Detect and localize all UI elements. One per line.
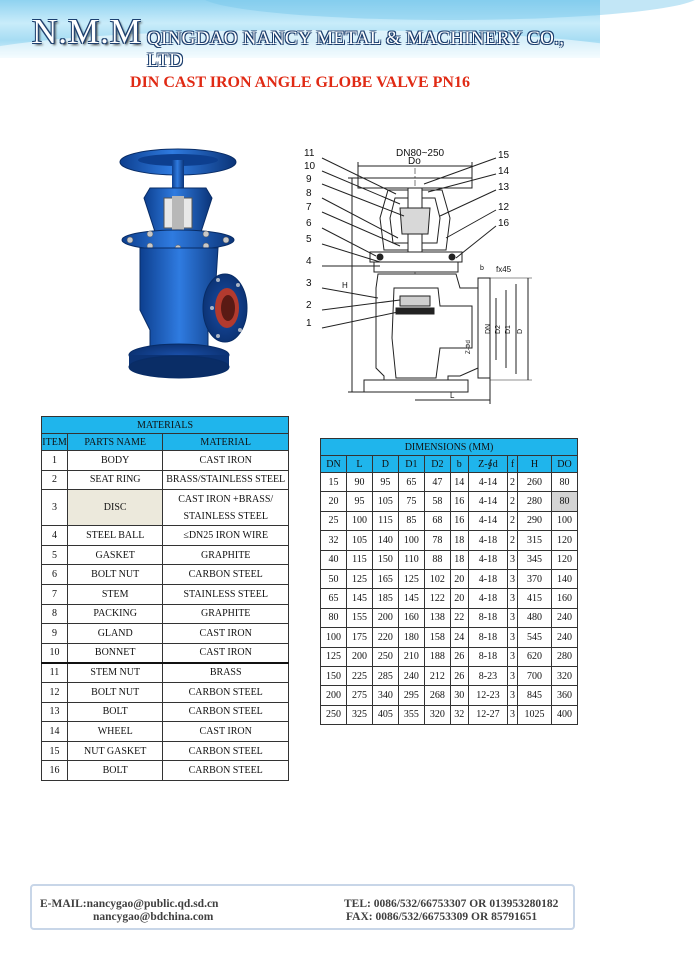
table-row [42, 451, 289, 471]
table-cell: 12 [42, 682, 68, 702]
table-cell: D2 [424, 456, 450, 473]
table-cell: 150 [372, 550, 398, 569]
table-cell: 155 [346, 608, 372, 627]
table-cell: CARBON STEEL [163, 741, 289, 761]
table-cell: 58 [424, 492, 450, 511]
table-cell: 220 [372, 628, 398, 647]
table-cell: 40 [321, 550, 347, 569]
part-callout: 15 [498, 150, 510, 161]
table-row [321, 628, 578, 647]
table-cell: 4-14 [468, 492, 508, 511]
part-callout: 12 [498, 202, 510, 213]
table-row [321, 705, 578, 724]
brand-logo-text: N.M.M [32, 12, 143, 51]
table-row [321, 492, 578, 511]
table-cell: 3 [508, 550, 518, 569]
table-cell: 4-18 [468, 589, 508, 608]
table-row [321, 473, 578, 492]
table-cell: 102 [424, 569, 450, 588]
drawing-h-label: H [342, 281, 348, 290]
table-row [321, 589, 578, 608]
table-cell: 2 [508, 492, 518, 511]
dimensions-table [320, 438, 578, 725]
table-cell: 355 [398, 705, 424, 724]
drawing-d1-label: D1 [505, 325, 512, 334]
table-cell: CARBON STEEL [163, 702, 289, 722]
table-cell: 80 [321, 608, 347, 627]
table-cell: 275 [346, 686, 372, 705]
table-cell: 188 [424, 647, 450, 666]
drawing-l-label: L [450, 391, 455, 400]
table-cell: 2 [508, 531, 518, 550]
table-cell: 210 [398, 647, 424, 666]
table-cell: 250 [321, 705, 347, 724]
table-cell: 2 [508, 473, 518, 492]
table-row [42, 545, 289, 565]
table-cell: CAST IRON [163, 643, 289, 663]
table-cell: 1 [42, 451, 68, 471]
table-cell: 4-18 [468, 550, 508, 569]
drawing-zd-label: Z-Φd [466, 340, 472, 354]
table-cell: NUT GASKET [67, 741, 162, 761]
table-row [42, 702, 289, 722]
table-cell: b [450, 456, 468, 473]
table-cell: 280 [517, 492, 551, 511]
table-cell: 80 [552, 492, 578, 511]
table-cell: 110 [398, 550, 424, 569]
table-cell: 88 [424, 550, 450, 569]
table-cell: 20 [450, 569, 468, 588]
table-cell: 12-27 [468, 705, 508, 724]
table-cell: 32 [450, 705, 468, 724]
table-cell: BOLT NUT [67, 682, 162, 702]
drawing-d-label: D [517, 328, 524, 334]
valve-photo [100, 140, 260, 390]
table-cell: 78 [424, 531, 450, 550]
table-row [321, 569, 578, 588]
table-row [42, 722, 289, 742]
part-callout: 1 [306, 318, 312, 329]
table-cell: 125 [398, 569, 424, 588]
table-cell: BOLT [67, 702, 162, 722]
table-cell: 100 [552, 511, 578, 530]
table-cell: 165 [372, 569, 398, 588]
table-cell: 138 [424, 608, 450, 627]
table-row [42, 490, 289, 526]
table-cell: 325 [346, 705, 372, 724]
table-row [321, 511, 578, 530]
table-cell: 3 [508, 628, 518, 647]
table-cell: 4-14 [468, 511, 508, 530]
table-cell: 3 [508, 666, 518, 685]
table-cell: 200 [346, 647, 372, 666]
table-cell: 125 [321, 647, 347, 666]
footer-email-1[interactable]: E-MAIL:nancygao@public.qd.sd.cn [40, 898, 219, 910]
table-cell: BONNET [67, 643, 162, 663]
table-cell: 4-18 [468, 569, 508, 588]
table-cell: 320 [552, 666, 578, 685]
table-cell: 24 [450, 628, 468, 647]
table-cell: BOLT [67, 761, 162, 781]
materials-table [41, 416, 289, 781]
part-callout: 10 [304, 161, 316, 172]
table-cell: L [346, 456, 372, 473]
table-cell: 100 [346, 511, 372, 530]
table-cell: 3 [508, 647, 518, 666]
table-cell: 315 [517, 531, 551, 550]
part-callout: 16 [498, 218, 510, 229]
drawing-dn-range: DN80~250 [396, 148, 445, 159]
table-cell: 4 [42, 526, 68, 546]
table-cell: 18 [450, 531, 468, 550]
table-row [321, 686, 578, 705]
table-cell: CAST IRON [163, 451, 289, 471]
table-cell: 8 [42, 604, 68, 624]
table-cell: 22 [450, 608, 468, 627]
table-cell: BOLT NUT [67, 565, 162, 585]
table-cell: 105 [372, 492, 398, 511]
table-cell: 20 [321, 492, 347, 511]
dimensions-header-row [321, 456, 578, 473]
banner-swoosh [200, 0, 700, 20]
table-cell: 415 [517, 589, 551, 608]
company-name: QINGDAO NANCY METAL & MACHINERY CO., LTD [147, 28, 565, 71]
table-row [42, 565, 289, 585]
part-callout: 6 [306, 218, 312, 229]
table-cell: 95 [372, 473, 398, 492]
table-cell: 16 [450, 511, 468, 530]
table-cell: H [517, 456, 551, 473]
table-cell: 290 [517, 511, 551, 530]
table-cell: 120 [552, 550, 578, 569]
materials-header-item: ITEM [42, 434, 68, 451]
part-callout: 13 [498, 182, 510, 193]
table-cell: 240 [398, 666, 424, 685]
table-row [42, 643, 289, 663]
technical-drawing [300, 138, 560, 408]
table-row [321, 647, 578, 666]
table-cell: GASKET [67, 545, 162, 565]
table-cell: 200 [372, 608, 398, 627]
part-callout: 14 [498, 166, 510, 177]
table-cell: 115 [372, 511, 398, 530]
table-cell: 32 [321, 531, 347, 550]
table-cell: 50 [321, 569, 347, 588]
table-cell: 240 [552, 608, 578, 627]
table-cell: D [372, 456, 398, 473]
table-cell: 12-23 [468, 686, 508, 705]
table-cell: 268 [424, 686, 450, 705]
drawing-d2-label: D2 [495, 325, 502, 334]
table-cell: 5 [42, 545, 68, 565]
table-row [42, 741, 289, 761]
table-cell: 8-18 [468, 628, 508, 647]
table-cell: 8-18 [468, 647, 508, 666]
table-cell: 8-18 [468, 608, 508, 627]
table-cell: BODY [67, 451, 162, 471]
table-cell: 260 [517, 473, 551, 492]
table-cell: WHEEL [67, 722, 162, 742]
drawing-f-label: fx45 [496, 265, 512, 274]
table-cell: CARBON STEEL [163, 565, 289, 585]
table-row [42, 682, 289, 702]
materials-header-material: MATERIAL [163, 434, 289, 451]
table-cell: 140 [552, 569, 578, 588]
table-cell: SEAT RING [67, 470, 162, 490]
part-callout: 9 [306, 174, 312, 185]
table-cell: 340 [372, 686, 398, 705]
part-callout: 7 [306, 202, 312, 213]
table-cell: 115 [346, 550, 372, 569]
table-cell: BRASS/STAINLESS STEEL [163, 470, 289, 490]
table-cell: 240 [552, 628, 578, 647]
table-cell: 100 [398, 531, 424, 550]
table-cell: 13 [42, 702, 68, 722]
table-cell: GRAPHITE [163, 545, 289, 565]
table-cell: 1025 [517, 705, 551, 724]
table-cell: 26 [450, 647, 468, 666]
table-row [42, 663, 289, 683]
table-cell: 180 [398, 628, 424, 647]
table-row [42, 584, 289, 604]
part-callout: 2 [306, 300, 312, 311]
table-cell: 225 [346, 666, 372, 685]
table-row [42, 526, 289, 546]
footer-tel: TEL: 0086/532/66753307 OR 013953280182 [344, 898, 559, 910]
table-cell: 620 [517, 647, 551, 666]
table-cell: 295 [398, 686, 424, 705]
table-cell: 15 [321, 473, 347, 492]
table-cell: 14 [42, 722, 68, 742]
dimensions-body [321, 473, 578, 725]
table-cell: 15 [42, 741, 68, 761]
table-cell: 85 [398, 511, 424, 530]
table-cell: 26 [450, 666, 468, 685]
table-cell: PACKING [67, 604, 162, 624]
table-cell: 105 [346, 531, 372, 550]
table-row [42, 761, 289, 781]
table-cell: STEM [67, 584, 162, 604]
table-cell: 8-23 [468, 666, 508, 685]
table-cell: f [508, 456, 518, 473]
table-cell: 3 [508, 686, 518, 705]
table-cell: Z-∮d [468, 456, 508, 473]
table-cell: 6 [42, 565, 68, 585]
table-cell: 545 [517, 628, 551, 647]
table-cell: CAST IRON [163, 624, 289, 644]
table-cell: DISC [67, 490, 162, 526]
table-cell: 10 [42, 643, 68, 663]
dimensions-caption: DIMENSIONS (MM) [321, 439, 578, 456]
table-cell: 120 [552, 531, 578, 550]
table-cell: D1 [398, 456, 424, 473]
drawing-dn-label: DN [485, 323, 492, 334]
table-cell: 9 [42, 624, 68, 644]
part-callout: 5 [306, 234, 312, 245]
table-cell: 140 [372, 531, 398, 550]
table-cell: 47 [424, 473, 450, 492]
table-cell: CAST IRON [163, 722, 289, 742]
table-cell: CAST IRON +BRASS/ STAINLESS STEEL [163, 490, 289, 526]
table-cell: 4-18 [468, 531, 508, 550]
footer-email-2[interactable]: nancygao@bdchina.com [93, 911, 214, 923]
table-cell: 845 [517, 686, 551, 705]
table-cell: 175 [346, 628, 372, 647]
table-cell: 122 [424, 589, 450, 608]
contact-footer [30, 884, 575, 930]
table-cell: 75 [398, 492, 424, 511]
table-cell: 370 [517, 569, 551, 588]
table-cell: STEM NUT [67, 663, 162, 683]
table-cell: 90 [346, 473, 372, 492]
drawing-b-label: b [480, 265, 484, 272]
table-cell: 3 [42, 490, 68, 526]
table-cell: 100 [321, 628, 347, 647]
table-cell: DO [552, 456, 578, 473]
table-cell: 16 [42, 761, 68, 781]
table-cell: 14 [450, 473, 468, 492]
drawing-do-label: Do [408, 156, 421, 167]
table-cell: 20 [450, 589, 468, 608]
table-cell: 185 [372, 589, 398, 608]
table-row [321, 666, 578, 685]
part-callout: 8 [306, 188, 312, 199]
table-cell: 18 [450, 550, 468, 569]
table-cell: CARBON STEEL [163, 682, 289, 702]
table-cell: 280 [552, 647, 578, 666]
table-cell: 145 [346, 589, 372, 608]
footer-fax: FAX: 0086/532/66753309 OR 85791651 [346, 911, 538, 923]
table-row [321, 550, 578, 569]
table-cell: 68 [424, 511, 450, 530]
table-cell: ≤DN25 IRON WIRE [163, 526, 289, 546]
materials-header-parts: PARTS NAME [67, 434, 162, 451]
table-row [42, 604, 289, 624]
table-cell: 160 [398, 608, 424, 627]
table-cell: 65 [321, 589, 347, 608]
table-cell: 7 [42, 584, 68, 604]
table-cell: 480 [517, 608, 551, 627]
materials-caption: MATERIALS [42, 417, 289, 434]
table-cell: STEEL BALL [67, 526, 162, 546]
table-cell: BRASS [163, 663, 289, 683]
table-cell: 11 [42, 663, 68, 683]
table-cell: GLAND [67, 624, 162, 644]
table-cell: 212 [424, 666, 450, 685]
table-cell: 3 [508, 589, 518, 608]
table-cell: STAINLESS STEEL [163, 584, 289, 604]
table-cell: DN [321, 456, 347, 473]
table-row [42, 624, 289, 644]
table-cell: 3 [508, 608, 518, 627]
table-cell: 160 [552, 589, 578, 608]
table-cell: 95 [346, 492, 372, 511]
table-cell: 25 [321, 511, 347, 530]
table-cell: 2 [42, 470, 68, 490]
table-cell: 200 [321, 686, 347, 705]
table-cell: 250 [372, 647, 398, 666]
part-callout: 3 [306, 278, 312, 289]
table-row [321, 608, 578, 627]
table-cell: 125 [346, 569, 372, 588]
table-cell: 700 [517, 666, 551, 685]
table-cell: 285 [372, 666, 398, 685]
page-title: DIN CAST IRON ANGLE GLOBE VALVE PN16 [130, 74, 470, 91]
table-cell: 2 [508, 511, 518, 530]
table-cell: CARBON STEEL [163, 761, 289, 781]
table-cell: GRAPHITE [163, 604, 289, 624]
table-cell: 400 [552, 705, 578, 724]
part-callout: 4 [306, 256, 312, 267]
table-cell: 80 [552, 473, 578, 492]
table-cell: 3 [508, 569, 518, 588]
table-cell: 16 [450, 492, 468, 511]
table-row [42, 470, 289, 490]
table-row [321, 531, 578, 550]
part-callout: 11 [304, 148, 315, 159]
table-cell: 158 [424, 628, 450, 647]
header-banner [0, 0, 600, 71]
table-cell: 145 [398, 589, 424, 608]
table-cell: 30 [450, 686, 468, 705]
table-cell: 405 [372, 705, 398, 724]
table-cell: 320 [424, 705, 450, 724]
table-cell: 65 [398, 473, 424, 492]
table-cell: 345 [517, 550, 551, 569]
table-cell: 150 [321, 666, 347, 685]
table-cell: 3 [508, 705, 518, 724]
table-cell: 360 [552, 686, 578, 705]
table-cell: 4-14 [468, 473, 508, 492]
